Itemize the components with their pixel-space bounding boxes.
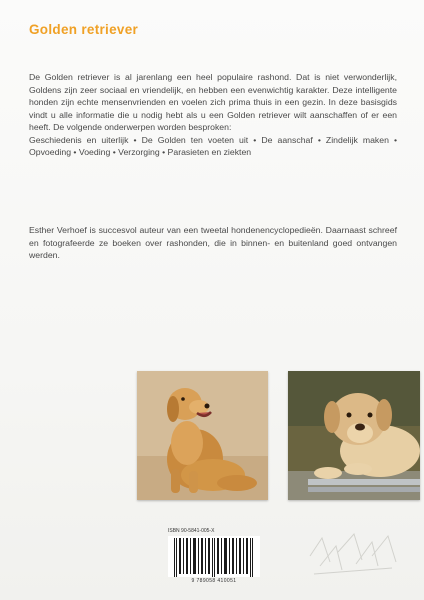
dog-sitting-illustration bbox=[137, 371, 268, 500]
dog-lying-illustration bbox=[288, 371, 420, 500]
intro-text: De Golden retriever is al jarenlang een heel populaire rashond. Dat is niet verwonderlijk, Goldens zijn zeer sociaal en vriendelijk, en hebben een evenwichtig karakter. Deze intelligente honden zijn echte mensenvrienden en voelen zich prima thuis in een gezin. In deze basisgids vindt u alle informatie die u nodig hebt als u een Golden retriever wilt aanschaffen of er een heeft. De volgende onderwerpen worden besproken: bbox=[29, 72, 397, 132]
dog-photo-sitting bbox=[137, 371, 268, 500]
cover-scuff-marks bbox=[302, 516, 410, 580]
book-title: Golden retriever bbox=[29, 22, 139, 37]
isbn-label: ISBN 90-5841-005-X bbox=[168, 528, 215, 534]
author-name: Esther Verhoef bbox=[29, 225, 87, 235]
author-bio-text: is succesvol auteur van een tweetal hondenencyclopedieën. Daarnaast schreef en fotografeerde ze boeken over rashonden, die in binnen- en buitenland goed ontvangen werden. bbox=[29, 225, 397, 260]
barcode-number: 9 789058 410051 bbox=[191, 578, 237, 584]
author-bio bbox=[29, 224, 397, 262]
dog-photo-lying bbox=[288, 371, 420, 500]
topics-list: Geschiedenis en uiterlijk • De Golden ten voeten uit • De aanschaf • Zindelijk maken • Opvoeding • Voeding • Verzorging • Parasieten en ziekten bbox=[29, 134, 397, 157]
intro-paragraph bbox=[29, 71, 397, 159]
barcode-icon bbox=[168, 536, 260, 577]
